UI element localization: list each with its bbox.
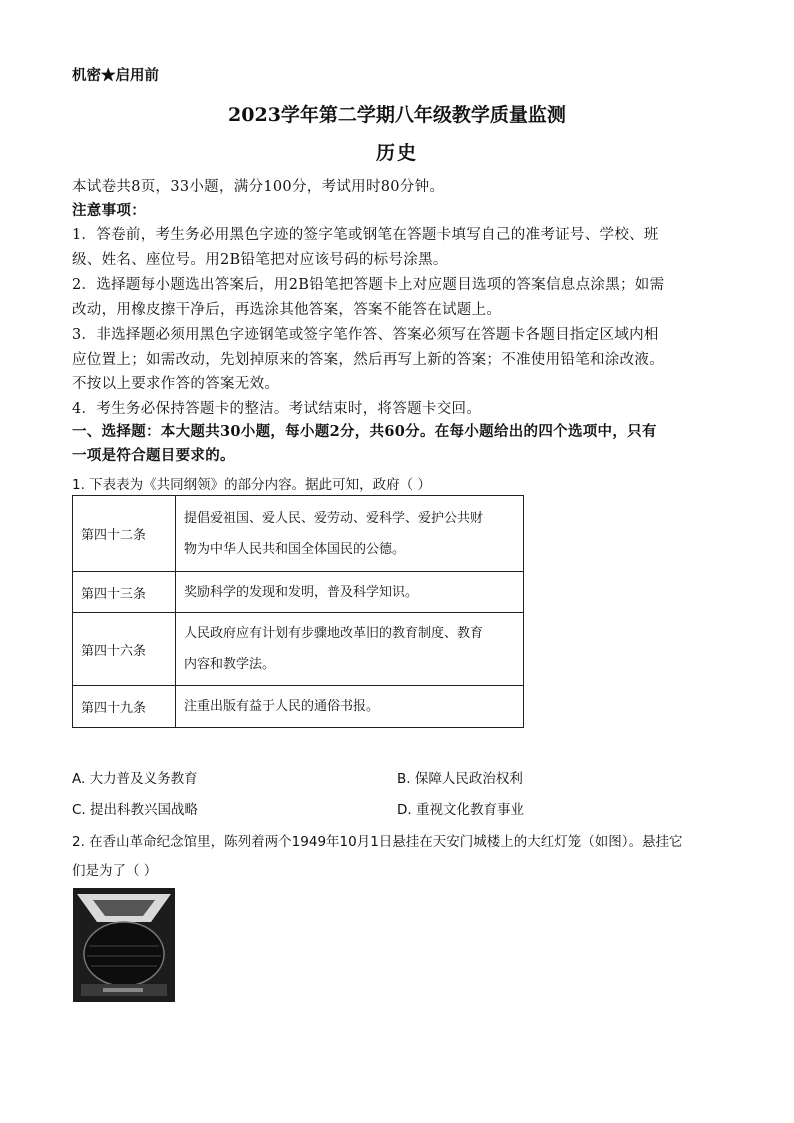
lantern-photo [73, 888, 175, 1002]
article-number: 第四十九条 [73, 686, 176, 728]
notice-line: 1．答卷前，考生务必用黑色字迹的签字笔或钢笔在答题卡填写自己的准考证号、学校、班 [72, 227, 659, 243]
article-line: 人民政府应有计划有步骤地改革旧的教育制度、教育 [184, 626, 484, 641]
question-2-stem: 们是为了（ ） [72, 863, 158, 879]
article-content [176, 572, 524, 613]
notice-line: 4．考生务必保持答题卡的整洁。考试结束时，将答题卡交回。 [72, 401, 482, 417]
notice-line: 级、姓名、座位号。用2B铅笔把对应该号码的标号涂黑。 [72, 252, 448, 268]
option-b: B. 保障人民政治权利 [397, 771, 523, 787]
section-heading: 一、选择题：本大题共30小题，每小题2分，共60分。在每小题给出的四个选项中，只有 [72, 423, 657, 440]
article-number: 第四十二条 [73, 496, 176, 572]
notice-line: 改动，用橡皮擦干净后，再选涂其他答案，答案不能答在试题上。 [72, 302, 502, 318]
notice-heading: 注意事项： [72, 202, 146, 219]
article-number: 第四十三条 [73, 572, 176, 613]
question-2-stem: 2. 在香山革命纪念馆里，陈列着两个1949年10月1日悬挂在天安门城楼上的大红灯笼（如图）。悬挂它 [72, 834, 683, 850]
table-row [73, 572, 524, 613]
article-line: 物为中华人民共和国全体国民的公德。 [184, 541, 406, 557]
option-d: D. 重视文化教育事业 [397, 802, 524, 818]
option-c: C. 提出科教兴国战略 [72, 802, 199, 818]
table-row [73, 613, 524, 686]
question-1-stem: 1. 下表表为《共同纲领》的部分内容。据此可知，政府（ ） [72, 477, 431, 493]
table-row [73, 686, 524, 728]
notice-line: 2．选择题每小题选出答案后，用2B铅笔把答题卡上对应题目选项的答案信息点涂黑；如需 [72, 277, 665, 293]
exam-intro: 本试卷共8页，33小题，满分100分，考试用时80分钟。 [72, 179, 445, 195]
notice-line: 3．非选择题必须用黑色字迹钢笔或签字笔作答、答案必须写在答题卡各题目指定区域内相 [72, 327, 659, 343]
article-content [176, 613, 524, 686]
article-line: 提倡爱祖国、爱人民、爱劳动、爱科学、爱护公共财 [184, 510, 484, 526]
subject-title: 历史 [375, 142, 418, 164]
table-row [73, 496, 524, 572]
article-line: 奖励科学的发现和发明，普及科学知识。 [184, 584, 419, 600]
program-table [72, 495, 524, 728]
notice-line: 不按以上要求作答的答案无效。 [72, 376, 280, 392]
lantern-image [73, 888, 175, 1002]
confidential-label: 机密★启用前 [72, 67, 159, 84]
option-a: A. 大力普及义务教育 [72, 771, 198, 787]
article-content [176, 686, 524, 728]
section-heading: 一项是符合题目要求的。 [72, 447, 235, 464]
article-number: 第四十六条 [73, 613, 176, 686]
notice-line: 应位置上；如需改动，先划掉原来的答案，然后再写上新的答案；不准使用铅笔和涂改液。 [72, 352, 664, 368]
exam-title: 2023学年第二学期八年级教学质量监测 [228, 104, 566, 126]
article-line: 内容和教学法。 [184, 657, 276, 672]
article-content [176, 496, 524, 572]
article-line: 注重出版有益于人民的通俗书报。 [184, 699, 380, 714]
